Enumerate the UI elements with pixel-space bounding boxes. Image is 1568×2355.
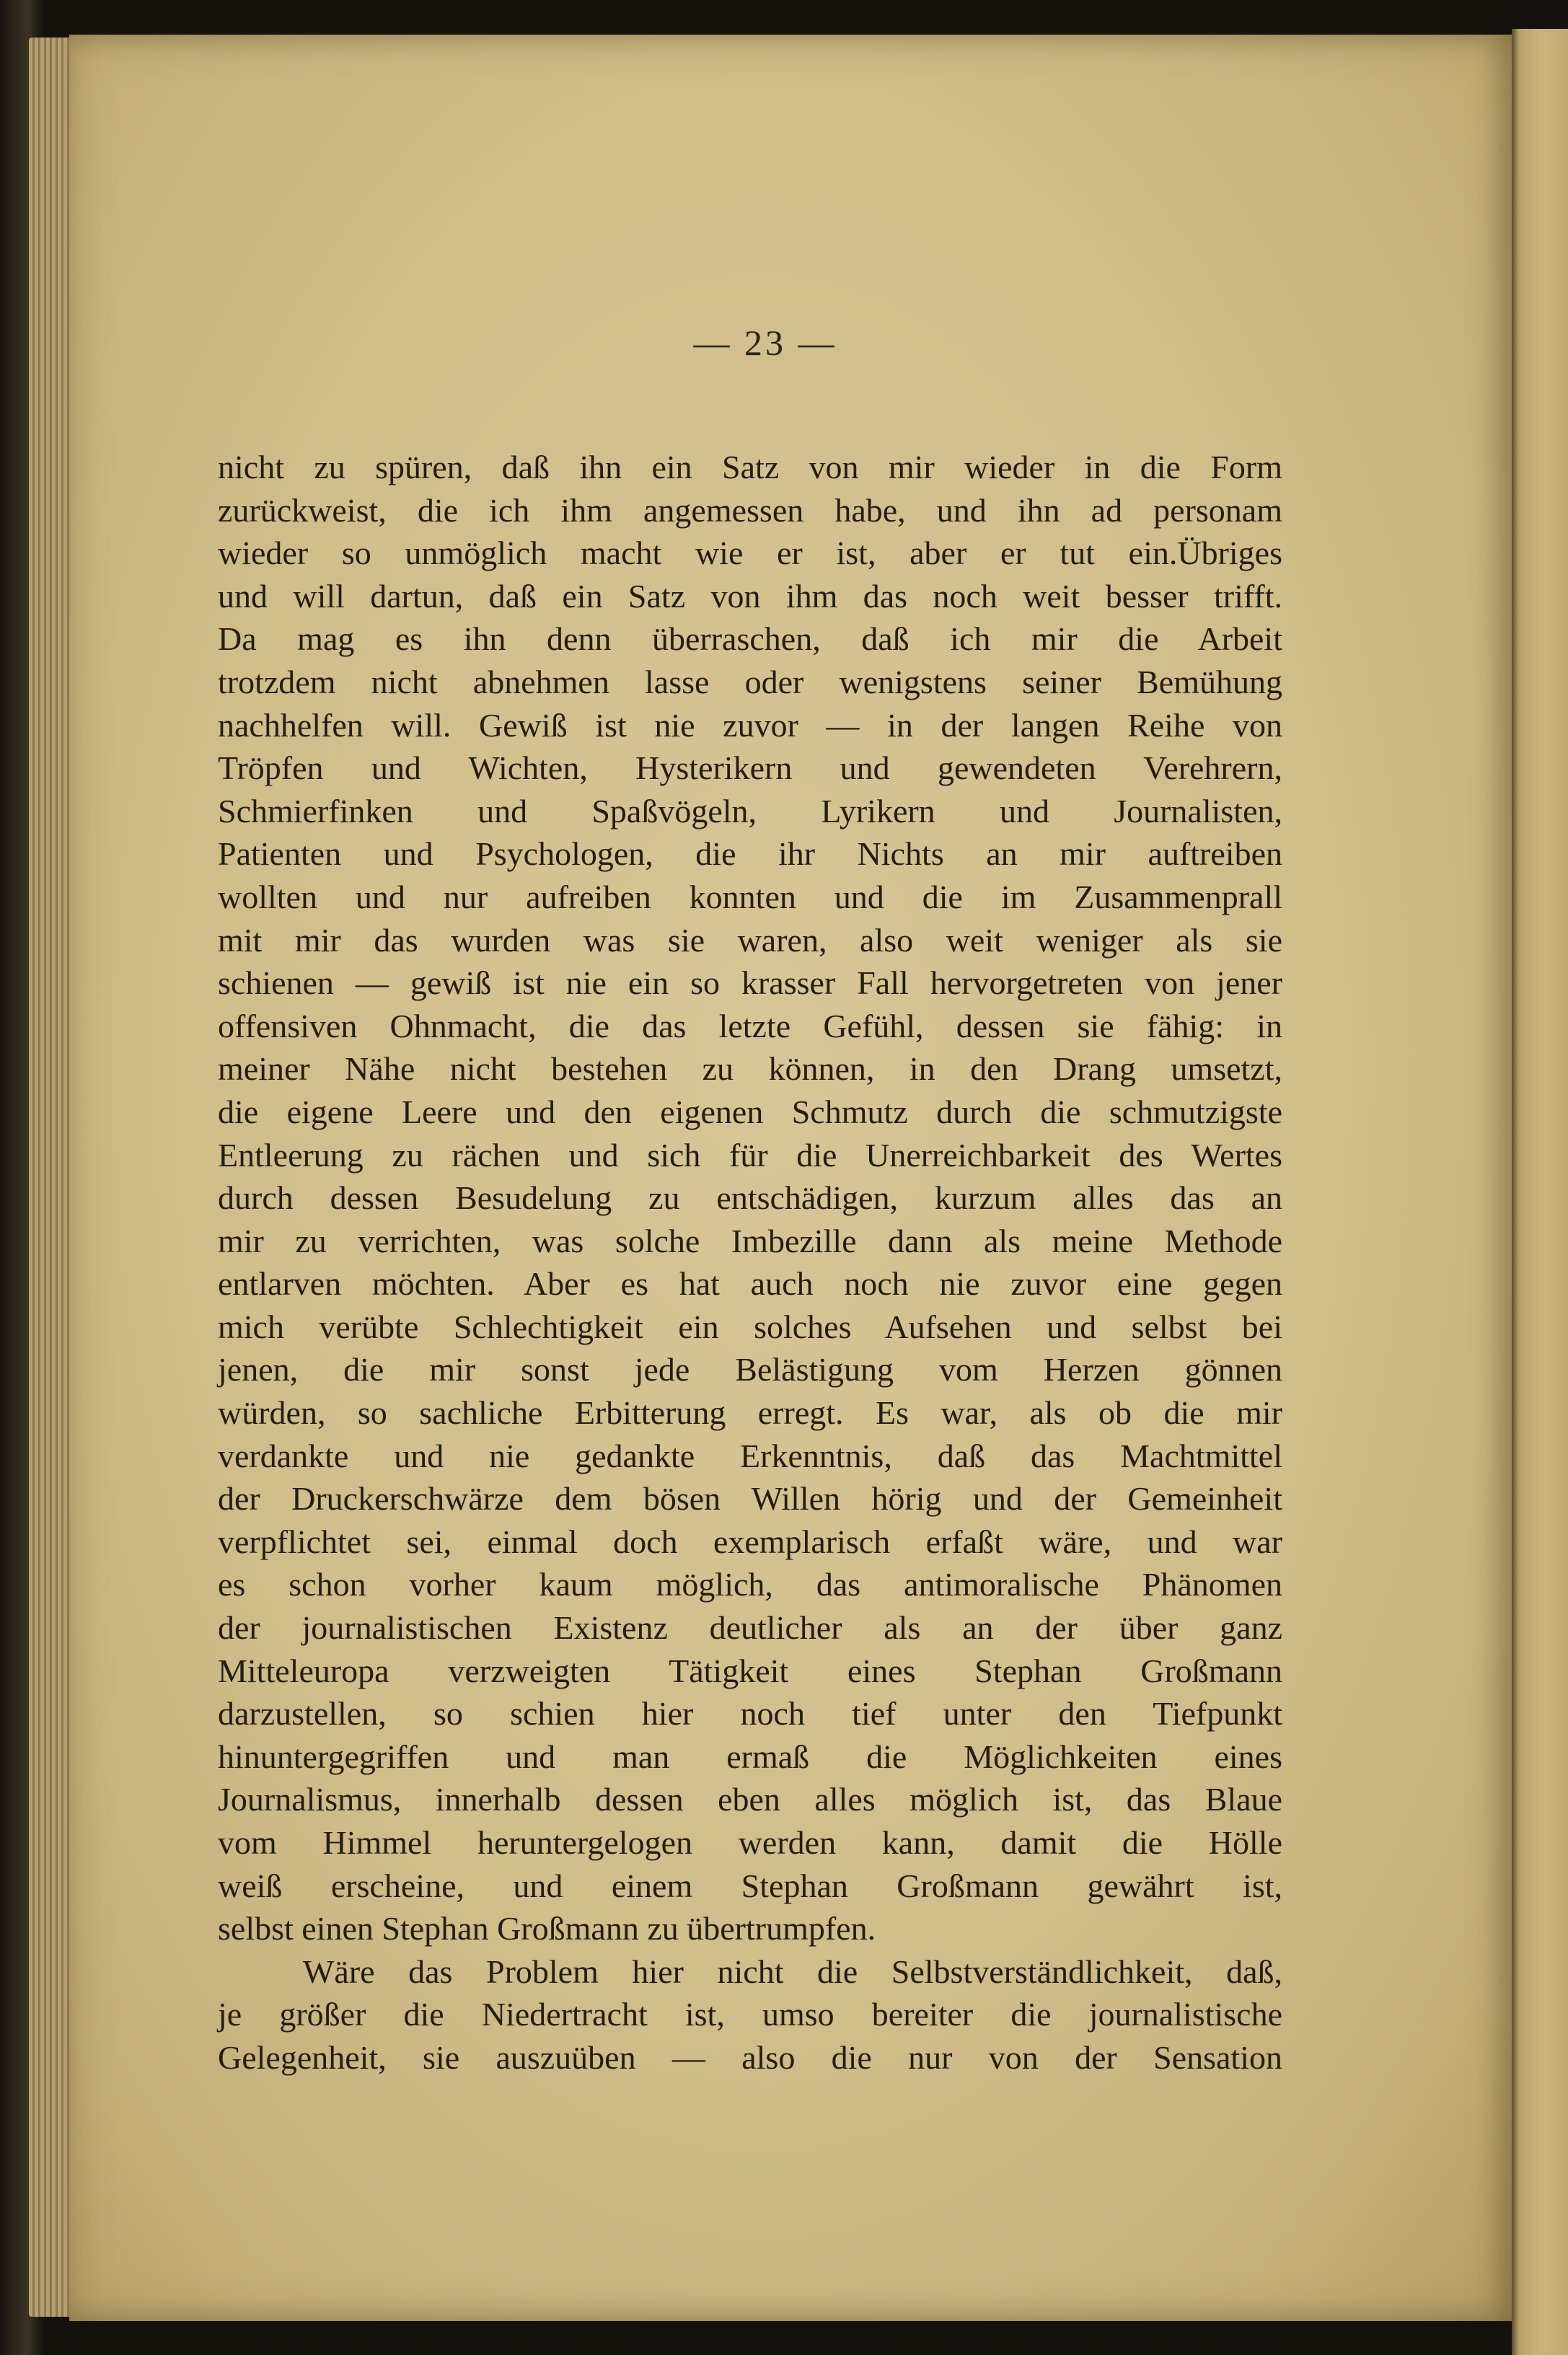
text-line: Gelegenheit, sie auszuüben — also die nur von der Sensation [218, 2038, 1282, 2076]
text-line: Journalismus, innerhalb dessen eben alles möglich ist, das Blaue [218, 1781, 1282, 1818]
next-page-edge [1512, 29, 1568, 2355]
paragraph-end-line: selbst einen Stephan Großmann zu übertrumpfen. [218, 1910, 876, 1947]
text-line: darzustellen, so schien hier noch tief unter den Tiefpunkt [218, 1695, 1282, 1733]
text-line: trotzdem nicht abnehmen lasse oder wenigstens seiner Bemühung [218, 663, 1282, 700]
text-line: der Druckerschwärze dem bösen Willen hörig und der Gemeinheit [218, 1480, 1282, 1518]
text-line: nachhelfen will. Gewiß ist nie zuvor — in der langen Reihe von [218, 706, 1282, 744]
text-line: Patienten und Psychologen, die ihr Nichts an mir auftreiben [218, 835, 1282, 873]
text-line: hinuntergegriffen und man ermaß die Möglichkeiten eines [218, 1738, 1282, 1775]
text-line: mich verübte Schlechtigkeit ein solches Aufsehen und selbst bei [218, 1308, 1282, 1345]
text-line: der journalistischen Existenz deutlicher als an der über ganz [218, 1609, 1282, 1647]
text-line: offensiven Ohnmacht, die das letzte Gefühl, dessen sie fähig: in [218, 1007, 1282, 1044]
text-line: Da mag es ihn denn überraschen, daß ich mir die Arbeit [218, 620, 1282, 658]
text-line: schienen — gewiß ist nie ein so krasser Fall hervorgetreten von jener [218, 964, 1282, 1002]
text-line: entlarven möchten. Aber es hat auch noch nie zuvor eine gegen [218, 1265, 1282, 1303]
text-line: wollten und nur aufreiben konnten und die im Zusammenprall [218, 878, 1282, 915]
book-page [69, 35, 1512, 2321]
text-line: verdankte und nie gedankte Erkenntnis, daß das Machtmittel [218, 1437, 1282, 1474]
text-line: zurückweist, die ich ihm angemessen habe, und ihn ad personam [218, 491, 1282, 529]
text-line: die eigene Leere und den eigenen Schmutz durch die schmutzigste [218, 1093, 1282, 1130]
text-line: Mitteleuropa verzweigten Tätigkeit eines Stephan Großmann [218, 1652, 1282, 1689]
text-line: wieder so unmöglich macht wie er ist, aber er tut ein.Übriges [218, 534, 1282, 572]
page-number: — 23 — [693, 322, 837, 363]
text-line: Entleerung zu rächen und sich für die Unerreichbarkeit des Wertes [218, 1136, 1282, 1174]
text-line: je größer die Niedertracht ist, umso bereiter die journalistische [218, 1996, 1282, 2033]
text-line: würden, so sachliche Erbitterung erregt. Es war, als ob die mir [218, 1394, 1282, 1432]
text-line: und will dartun, daß ein Satz von ihm das noch weit besser trifft. [218, 577, 1282, 615]
text-line: Schmierfinken und Spaßvögeln, Lyrikern und Journalisten, [218, 792, 1282, 829]
text-line: nicht zu spüren, daß ihn ein Satz von mir wieder in die Form [218, 449, 1282, 485]
page-stack-edges [29, 38, 72, 2317]
text-line: Tröpfen und Wichten, Hysterikern und gewendeten Verehrern, [218, 749, 1282, 787]
body-text [218, 446, 1282, 2079]
text-line: vom Himmel heruntergelogen werden kann, damit die Hölle [218, 1824, 1282, 1861]
text-line: durch dessen Besudelung zu entschädigen, kurzum alles das an [218, 1179, 1282, 1217]
text-line: es schon vorher kaum möglich, das antimoralische Phänomen [218, 1566, 1282, 1603]
text-line: jenen, die mir sonst jede Belästigung vom Herzen gönnen [218, 1351, 1282, 1388]
text-line: meiner Nähe nicht bestehen zu können, in den Drang umsetzt, [218, 1050, 1282, 1088]
text-line: weiß erscheine, und einem Stephan Großmann gewährt ist, [218, 1867, 1282, 1904]
paragraph-start-line: Wäre das Problem hier nicht die Selbstverständlichkeit, daß, [303, 1953, 1282, 1990]
text-line: mir zu verrichten, was solche Imbezille dann als meine Methode [218, 1222, 1282, 1259]
text-line: verpflichtet sei, einmal doch exemplarisch erfaßt wäre, und war [218, 1523, 1282, 1560]
text-line: mit mir das wurden was sie waren, also weit weniger als sie [218, 921, 1282, 959]
